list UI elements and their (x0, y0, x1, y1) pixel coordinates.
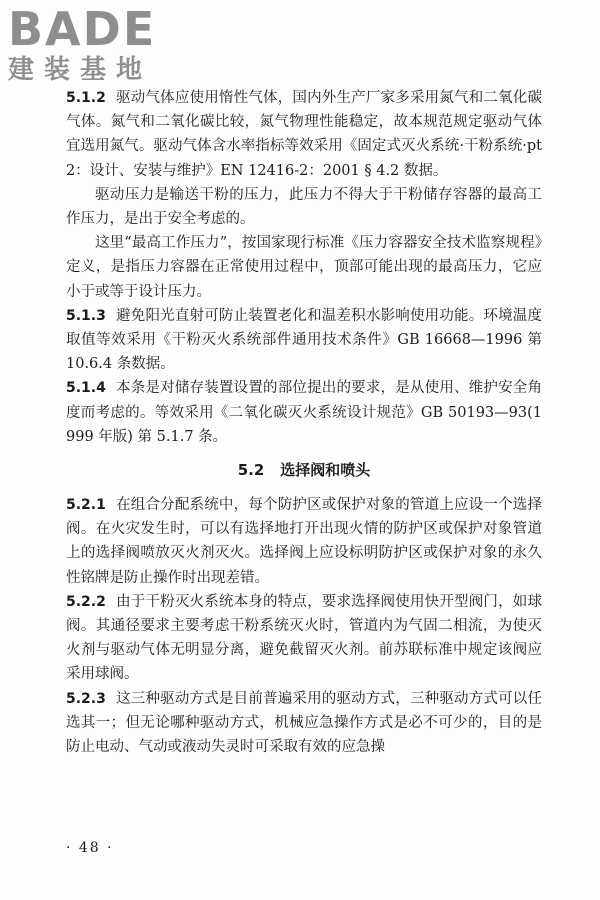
section-title: 选择阀和喷头 (280, 461, 371, 480)
clause-text: 在组合分配系统中，每个防护区或保护对象的管道上应设一个选择阀。在火灾发生时，可以有选择地打开出现火情的防护区或保护对象管道上的选择阀喷放灭火剂灭火。选择阀上应设标明防护区或保护对象的永久性铭牌是防止操作时出现差错。 (66, 497, 542, 586)
clause-5-2-3 (66, 687, 542, 760)
clause-number: 5.2.1 (66, 497, 106, 514)
logo-wordmark: BADE (8, 2, 157, 56)
clause-text: 由于干粉灭火系统本身的特点，要求选择阀使用快开型阀门，如球阀。其通径要求主要考虑干粉系统灭火时，管道内为气固二相流，为使灭火剂与驱动气体无明显分离，避免截留灭火剂。前苏联标准中规定该阀应采用球阀。 (66, 593, 542, 683)
document-body (66, 86, 542, 759)
clause-text: 这三种驱动方式是目前普遍采用的驱动方式，三种驱动方式可以任选其一；但无论哪种驱动方式，机械应急操作方式是必不可少的，目的是防止电动、气动或液动失灵时可采取有效的应急操 (66, 690, 542, 756)
section-number: 5.2 (237, 461, 265, 480)
clause-text: 驱动气体应使用惰性气体，国内外生产厂家多采用氮气和二氧化碳气体。氮气和二氧化碳比较，氮气物理性能稳定，故本规范规定驱动气体宜选用氮气。驱动气体含水率指标等效采用《固定式灭火系统·干粉系统·pt2：设计、安装与维护》EN 12416-2：2001 § 4.2 数据。 (66, 90, 542, 179)
paragraph: 驱动压力是输送干粉的压力，此压力不得大于干粉储存容器的最高工作压力，是出于安全考虑的。 (66, 186, 542, 228)
clause-5-1-2 (66, 86, 542, 183)
clause-5-1-3 (66, 304, 542, 377)
page-number: · 48 · (66, 840, 114, 856)
clause-5-2-2 (66, 590, 542, 687)
clause-5-1-4 (66, 376, 542, 449)
clause-number: 5.2.3 (66, 690, 106, 707)
section-heading (66, 458, 542, 482)
clause-text: 本条是对储存装置设置的部位提出的要求，是从使用、维护安全角度而考虑的。等效采用《二氧化碳灭火系统设计规范》GB 50193—93(1999 年版) 第 5.1.7 条。 (66, 380, 542, 445)
logo-subtitle: 建装基地 (8, 55, 153, 85)
clause-number: 5.2.2 (66, 593, 106, 610)
clause-number: 5.1.3 (66, 307, 106, 324)
clause-number: 5.1.4 (66, 380, 106, 397)
paragraph: 这里“最高工作压力”，按国家现行标准《压力容器安全技术监察规程》定义，是指压力容器在正常使用过程中，顶部可能出现的最高压力，它应小于或等于设计压力。 (66, 235, 542, 300)
clause-text: 避免阳光直射可防止装置老化和温差积水影响使用功能。环境温度取值等效采用《干粉灭火系统部件通用技术条件》GB 16668—1996 第 10.6.4 条数据。 (66, 307, 542, 373)
watermark-logo (8, 4, 178, 90)
clause-number: 5.1.2 (66, 90, 106, 106)
clause-5-2-1 (66, 493, 542, 590)
